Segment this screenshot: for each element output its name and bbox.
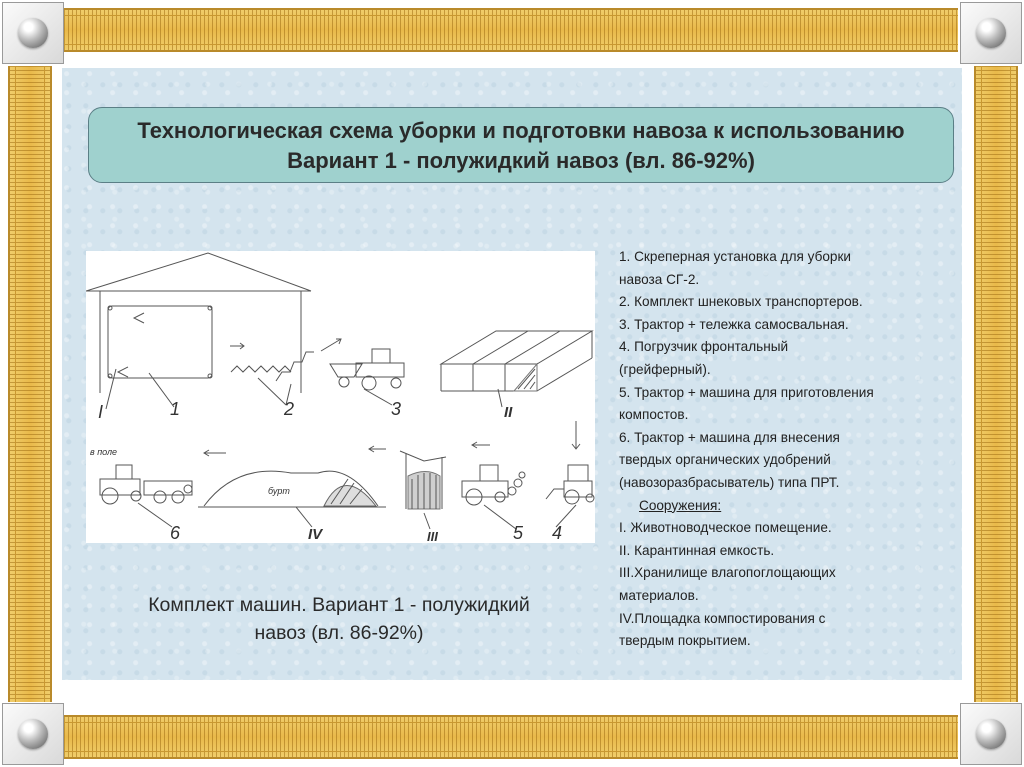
label-num-2: 2 xyxy=(284,399,295,419)
structure-line: материалов. xyxy=(619,587,699,603)
structure-line: II. Карантинная емкость. xyxy=(619,542,775,558)
label-num-4: 4 xyxy=(552,523,563,543)
label-num-3: 3 xyxy=(391,399,402,419)
diagram-caption xyxy=(104,591,574,647)
frame-corner-top-right xyxy=(960,2,1022,64)
storage-building-drawing xyxy=(400,451,446,509)
structures-header: Сооружения: xyxy=(639,497,722,513)
compost-pile-drawing xyxy=(198,471,386,507)
legend-line: навоза СГ-2. xyxy=(619,271,700,287)
frame-bottom-bar xyxy=(64,715,958,759)
legend-line: (грейферный). xyxy=(619,361,711,377)
scheme-diagram xyxy=(86,251,595,543)
legend-line: 2. Комплект шнековых транспортеров. xyxy=(619,294,863,310)
front-loader-drawing xyxy=(546,465,594,504)
structure-line: IV.Площадка компостирования с xyxy=(619,610,826,626)
label-roman-4: IV xyxy=(308,526,323,543)
quarantine-tank-drawing xyxy=(441,331,592,391)
label-to-field: в поле xyxy=(90,447,118,457)
scheme-svg xyxy=(86,251,595,543)
label-pile: бурт xyxy=(268,486,290,496)
legend-line: 5. Трактор + машина для приготовления xyxy=(619,384,874,400)
title-box xyxy=(88,107,954,183)
label-roman-1: I xyxy=(98,402,104,422)
caption-line-2: навоз (вл. 86-92%) xyxy=(254,622,424,644)
label-num-5: 5 xyxy=(513,523,524,543)
legend-text xyxy=(619,246,955,653)
label-num-6: 6 xyxy=(170,523,181,543)
frame-corner-bottom-left xyxy=(2,703,64,765)
auger-conveyors-drawing xyxy=(231,339,341,381)
label-roman-3: III xyxy=(427,529,438,543)
legend-line: компостов. xyxy=(619,407,689,423)
frame-corner-top-left xyxy=(2,2,64,64)
compost-machine-drawing xyxy=(462,465,525,505)
title-line-1: Технологическая схема уборки и подготовки навоза к использованию xyxy=(137,118,905,143)
frame-left-bar xyxy=(8,66,52,702)
frame-top-bar xyxy=(64,8,958,52)
livestock-building-drawing xyxy=(86,253,311,393)
structure-line: III.Хранилище влагопоглощающих xyxy=(619,565,836,581)
frame-right-bar xyxy=(974,66,1018,702)
structure-line: I. Животноводческое помещение. xyxy=(619,520,832,536)
title-line-2: Вариант 1 - полужидкий навоз (вл. 86-92%) xyxy=(287,148,755,173)
legend-line: 1. Скреперная установка для уборки xyxy=(619,249,852,264)
legend-line: 6. Трактор + машина для внесения xyxy=(619,429,840,445)
tractor-trailer-drawing xyxy=(330,349,404,390)
label-roman-2: II xyxy=(504,404,513,421)
legend-line: твердых органических удобрений xyxy=(619,452,831,468)
legend-line: (навозоразбрасыватель) типа ПРТ. xyxy=(619,474,840,490)
structure-line: твердым покрытием. xyxy=(619,633,751,649)
frame-corner-bottom-right xyxy=(960,703,1022,765)
legend-line: 3. Трактор + тележка самосвальная. xyxy=(619,316,849,332)
label-num-1: 1 xyxy=(170,399,181,419)
caption-line-1: Комплект машин. Вариант 1 - полужидкий xyxy=(148,594,530,616)
legend-line: 4. Погрузчик фронтальный xyxy=(619,339,789,355)
manure-spreader-drawing xyxy=(100,465,192,504)
